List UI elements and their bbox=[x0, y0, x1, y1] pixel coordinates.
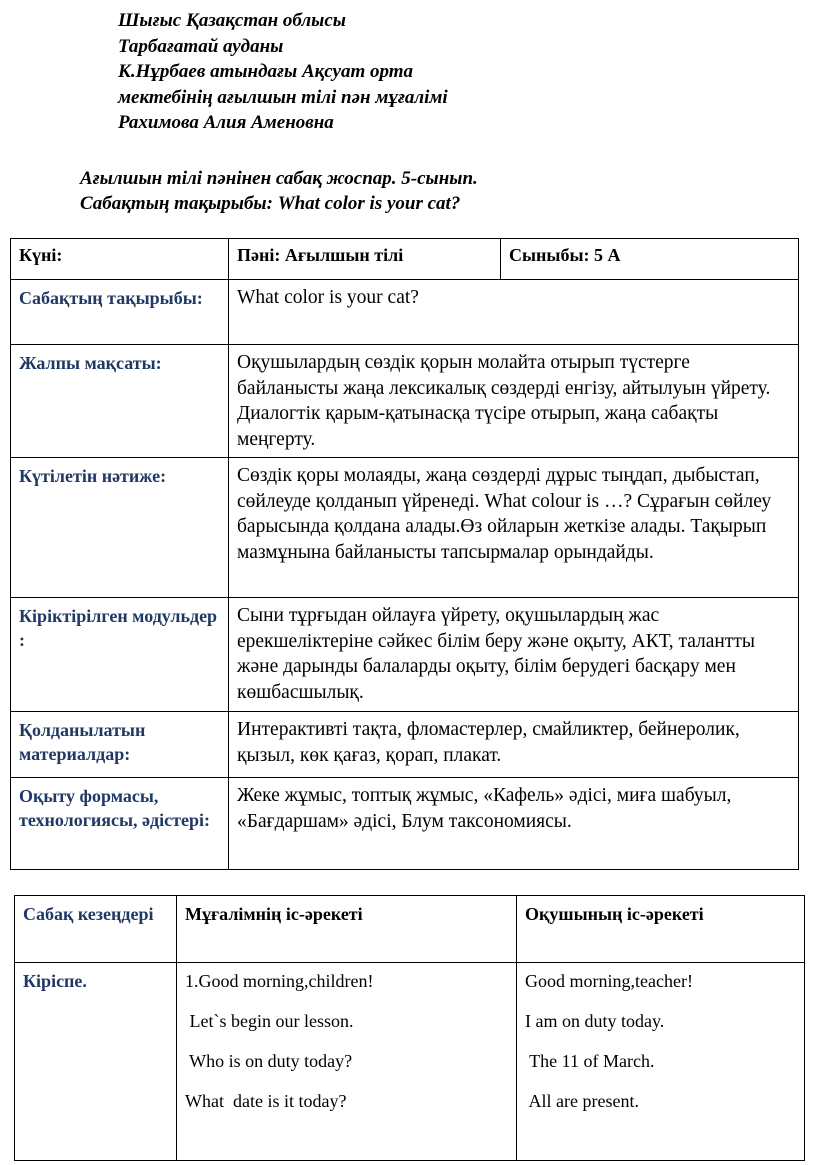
row-value: Сөздік қоры молаяды, жаңа сөздерді дұрыс тыңдап, дыбыстап, сөйлеуде қолданып үйренеді. What colour is …? Сұрағын сөйлеу барысында қолдана алады.Өз ойларын жеткізе алады. Тақырып мазмұнына байланысты тапсырмалар орындайды. bbox=[229, 458, 799, 598]
lesson-stages-table bbox=[14, 895, 805, 1161]
row-label: Сабақтың тақырыбы: bbox=[11, 280, 229, 345]
plan-title: Ағылшын тілі пәнінен сабақ жоспар. 5-сынып. bbox=[80, 168, 478, 189]
row-label: Жалпы мақсаты: bbox=[11, 345, 229, 458]
teacher-actions bbox=[177, 963, 517, 1161]
row-label: Кіріктірілген модульдер : bbox=[11, 598, 229, 712]
author-district: Тарбағатай ауданы bbox=[118, 35, 284, 57]
row-label: Қолданылатын материалдар: bbox=[11, 712, 229, 778]
stage-name: Кіріспе. bbox=[15, 963, 177, 1161]
stages-header: Сабақ кезеңдері bbox=[15, 896, 177, 963]
date-label: Күні: bbox=[11, 239, 229, 280]
table-row bbox=[11, 598, 799, 712]
row-label: Күтілетін нәтиже: bbox=[11, 458, 229, 598]
author-position: мектебінің ағылшын тілі пән мұғалімі bbox=[118, 86, 448, 108]
student-line: I am on duty today. bbox=[525, 1011, 665, 1031]
row-value: Оқушылардың сөздік қорын молайта отырып түстерге байланысты жаңа лексикалық сөздерді енгізу, айтылуын үйрету. Диалогтік қарым-қатынасқа түсіре отырып, жаңа сабақты меңгерту. bbox=[229, 345, 799, 458]
table-row bbox=[15, 963, 805, 1161]
table-row bbox=[15, 896, 805, 963]
author-name: Рахимова Алия Аменовна bbox=[118, 112, 334, 133]
row-value: Жеке жұмыс, топтық жұмыс, «Кафель» әдісі, миға шабуыл, «Бағдаршам» әдісі, Блум таксономиясы. bbox=[229, 778, 799, 870]
student-header: Оқушының іс-әрекеті bbox=[517, 896, 805, 963]
plan-topic: Сабақтың тақырыбы: What color is your cat? bbox=[80, 193, 461, 214]
student-line: All are present. bbox=[525, 1091, 639, 1111]
author-region: Шығыс Қазақстан облысы bbox=[118, 10, 346, 31]
plan-heading bbox=[80, 166, 478, 216]
author-block bbox=[118, 8, 448, 136]
student-line: Good morning,teacher! bbox=[525, 971, 693, 991]
row-label: Оқыту формасы, технологиясы, әдістері: bbox=[11, 778, 229, 870]
row-value: What color is your cat? bbox=[229, 280, 799, 345]
table-row bbox=[11, 778, 799, 870]
class-label: Сыныбы: 5 А bbox=[501, 239, 799, 280]
teacher-line: 1.Good morning,children! bbox=[185, 971, 374, 991]
subject-label: Пәні: Ағылшын тілі bbox=[229, 239, 501, 280]
teacher-line: What date is it today? bbox=[185, 1091, 347, 1111]
row-value: Интерактивті тақта, фломастерлер, смайликтер, бейнеролик, қызыл, көк қағаз, қорап, плакат. bbox=[229, 712, 799, 778]
teacher-line: Who is on duty today? bbox=[185, 1051, 353, 1071]
table-row bbox=[11, 458, 799, 598]
table-row bbox=[11, 280, 799, 345]
table-row bbox=[11, 239, 799, 280]
table-row bbox=[11, 345, 799, 458]
teacher-line: Let`s begin our lesson. bbox=[185, 1011, 354, 1031]
author-school: К.Нұрбаев атындағы Ақсуат орта bbox=[118, 61, 414, 82]
student-actions bbox=[517, 963, 805, 1161]
row-value: Сыни тұрғыдан ойлауға үйрету, оқушылардың жас ерекшеліктеріне сәйкес білім беру және оқыту, АКТ, талантты және дарынды балаларды оқыту, білім берудегі басқару мен көшбасшылық. bbox=[229, 598, 799, 712]
teacher-header: Мұғалімнің іс-әрекеті bbox=[177, 896, 517, 963]
student-line: The 11 of March. bbox=[525, 1051, 655, 1071]
lesson-info-table bbox=[10, 238, 799, 870]
table-row bbox=[11, 712, 799, 778]
